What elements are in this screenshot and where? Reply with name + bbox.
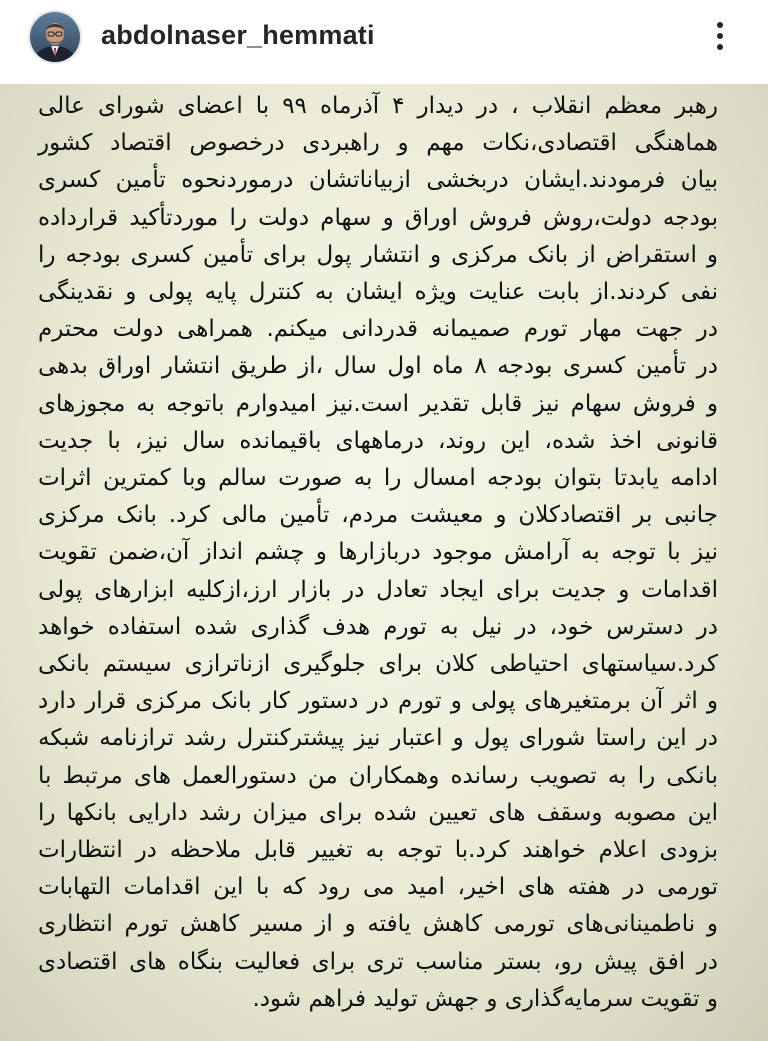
text-line: قانونی اخذ شده، این روند، درماههای باقیمانده سال نیز، با جدیت (38, 427, 718, 454)
text-line: و اثر آن برمتغیرهای پولی و تورم در دستور کار بانک مرکزی قرار دارد (38, 688, 718, 715)
text-line: این مصوبه وسقف های تعیین شده برای میزان رشد دارایی بانکها را (38, 799, 718, 826)
text-line: بزودی اعلام خواهند کرد.با توجه به تغییر قابل ملاحظه در انتظارات (38, 837, 718, 864)
text-line: در این راستا شورای پول و اعتبار نیز پیشترکنترل رشد ترازنامه شبکه (38, 725, 718, 752)
text-line: نفی کردند.از بابت عنایت ویژه ایشان به کنترل پایه پولی و نقدینگی (38, 279, 718, 306)
text-line: و فروش سهام نیز قابل تقدیر است.نیز امیدوارم باتوجه به مجوزهای (38, 390, 718, 417)
text-line: اقدامات و جدیت برای ایجاد تعادل در بازار ارز،ازکلیه ابزارهای پولی (38, 576, 718, 603)
text-line: رهبر معظم انقلاب ، در دیدار ۴ آذرماه ۹۹ با اعضای شورای عالی (38, 93, 718, 119)
text-line: کرد.سیاستهای احتیاطی کلان برای جلوگیری ازناترازی سیستم بانکی (38, 651, 718, 678)
vertical-ellipsis-icon (717, 33, 723, 39)
text-line: نیز با توجه به آرامش موجود دربازارها و چشم انداز آن،ضمن تقویت (38, 539, 718, 566)
profile-photo-icon (30, 12, 80, 62)
text-line: و استقراض از بانک مرکزی و انتشار پول برای تأمین کسری بودجه را (38, 241, 718, 268)
text-line: در دسترس خود، در نیل به تورم هدف گذاری شده استفاده خواهد (38, 613, 718, 640)
text-line: بودجه دولت،روش فروش اوراق و سهام دولت را موردتأکید قرارداده (38, 204, 718, 231)
post-image (0, 84, 768, 1041)
text-line: در افق پیش رو، بستر مناسب تری برای فعالیت بنگاه های اقتصادی (38, 948, 718, 975)
text-line: در تأمین کسری بودجه ۸ ماه اول سال ،از طریق انتشار اوراق بدهی (38, 353, 718, 380)
post-header (0, 0, 768, 84)
text-line: و ناطمینانی‌های تورمی کاهش یافته و از مسیر کاهش تورم انتظاری (38, 911, 718, 938)
vertical-ellipsis-icon (717, 22, 723, 28)
vertical-ellipsis-icon (717, 44, 723, 50)
text-line: بیان فرمودند.ایشان دربخشی ازبیاناتشان درموردنحوه تأمین کسری (38, 167, 718, 194)
post-statement-text (38, 88, 718, 1018)
avatar[interactable] (28, 10, 82, 64)
text-line: جانبی بر اقتصادکلان و معیشت مردم، تأمین مالی کرد. بانک مرکزی (38, 502, 718, 529)
more-options-button[interactable] (700, 14, 740, 58)
text-line: و تقویت سرمایه‌گذاری و جهش تولید فراهم شود. (252, 985, 718, 1012)
username[interactable]: abdolnaser_hemmati (101, 20, 375, 50)
text-line: هماهنگی اقتصادی،نکات مهم و راهبردی درخصوص اقتصاد کشور (38, 130, 718, 157)
text-line: ادامه یابدتا بتوان بودجه امسال را به صورت سالم وبا کمترین اثرات (38, 465, 718, 492)
text-line: در جهت مهار تورم صمیمانه قدردانی میکنم. همراهی دولت محترم (38, 316, 718, 343)
text-line: بانکی را به تصویب رسانده وهمکاران من دستورالعمل های مرتبط با (38, 762, 718, 789)
text-line: تورمی در هفته های اخیر، امید می رود که با این اقدامات التهابات (38, 874, 718, 901)
